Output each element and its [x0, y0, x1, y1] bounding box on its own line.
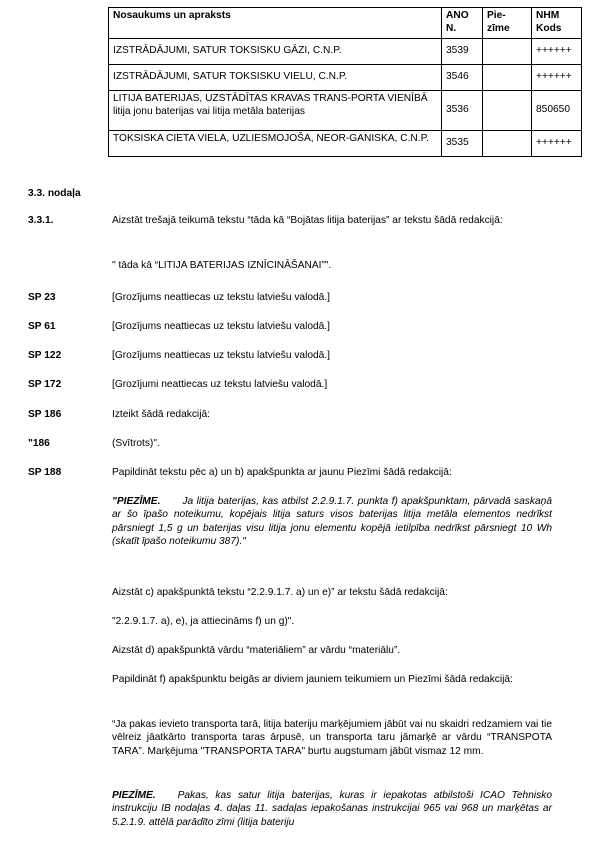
row-un-number: 3539: [442, 38, 483, 64]
row-note: [483, 90, 532, 130]
table-row: [109, 64, 582, 90]
row-hs-code: 850650: [532, 90, 582, 130]
row-note: [483, 64, 532, 90]
row-hs-code: ++++++: [532, 64, 582, 90]
row-name: TOKSISKA CIETA VIELA, UZLIESMOJOŠA, NEOR-GANISKA, C.N.P.: [109, 130, 442, 156]
header-note: Pie-zīme: [483, 8, 532, 39]
sp188-intro: Papildināt tekstu pēc a) un b) apakšpunkta ar jaunu Piezīmi šādā redakcijā:: [112, 467, 452, 478]
note-1-body: Ja litija baterijas, kas atbilst 2.2.9.1.7. punkta f) apakšpunktam, pārvadā saskaņā ar šo īpašo noteikumu, kopējais litija saturs visos baterijas litija metāla elementos nedrīkst pārsniegt 1,5 g un baterijas visu litija jonu elementu kopējā ietilpība nedrīkst pārsniegt 10 Wh (skatīt īpašo noteikumu 387).": [112, 496, 552, 547]
paragraph-3-3-1-text: Aizstāt trešajā teikumā tekstu “tāda kā “Bojātas litija baterijas” ar tekstu šādā redakcijā:: [112, 215, 503, 226]
header-un-number: ANO N.: [442, 8, 483, 39]
row-un-number: 3546: [442, 64, 483, 90]
sp188-add-f-quote: “Ja pakas ievieto transporta tarā, litija bateriju marķējumiem jābūt vai nu skaidri redzamiem vai tie vēlreiz jāatkārto transporta taras ārpusē, un transporta taru jāmarķē ar vārdu “TRANSPOTA TARA”. Marķējuma "TRANSPORTA TARA" burtu augstumam jābūt vismaz 12 mm.: [112, 719, 552, 757]
row-un-number: 3535: [442, 130, 483, 156]
sp61-text: [Grozījums neattiecas uz tekstu latviešu valodā.]: [112, 321, 331, 332]
sp23-label: SP 23: [28, 292, 56, 303]
sp186-text: Izteikt šādā redakcijā:: [112, 409, 210, 420]
sp188-note-2: [112, 789, 552, 829]
paragraph-3-3-1-quote: " tāda kā “LITIJA BATERIJAS IZNĪCINĀŠANAI”".: [112, 260, 332, 271]
header-name: Nosaukums un apraksts: [109, 8, 442, 39]
note-1-tag: "PIEZĪME.: [112, 496, 161, 507]
row-hs-code: ++++++: [532, 38, 582, 64]
sp188-replace-c-quote: "2.2.9.1.7. a), e), ja attiecināms f) un g)".: [112, 616, 295, 627]
row-name: IZSTRĀDĀJUMI, SATUR TOKSISKU VIELU, C.N.P.: [109, 64, 442, 90]
s186-text: (Svītrots)".: [112, 438, 160, 449]
table-header-row: [109, 8, 582, 39]
sp186-label: SP 186: [28, 409, 62, 420]
row-name: IZSTRĀDĀJUMI, SATUR TOKSISKU GĀZI, C.N.P.: [109, 38, 442, 64]
s186-label: "186: [28, 438, 50, 449]
sp188-replace-c: Aizstāt c) apakšpunktā tekstu “2.2.9.1.7. a) un e)” ar tekstu šādā redakcijā:: [112, 587, 448, 598]
row-note: [483, 130, 532, 156]
sp61-label: SP 61: [28, 321, 56, 332]
paragraph-label-3-3-1: 3.3.1.: [28, 215, 54, 226]
sp172-text: [Grozījumi neattiecas uz tekstu latviešu valodā.]: [112, 379, 328, 390]
row-hs-code: ++++++: [532, 130, 582, 156]
sp122-text: [Grozījums neattiecas uz tekstu latviešu valodā.]: [112, 350, 331, 361]
sp188-label: SP 188: [28, 467, 62, 478]
un-entries-table: [108, 7, 582, 157]
sp188-replace-d: Aizstāt d) apakšpunktā vārdu “materiāliem” ar vārdu “materiālu”.: [112, 645, 401, 656]
note-2-body: Pakas, kas satur litija baterijas, kuras ir iepakotas atbilstoši ICAO Tehnisko instrukciju IB nodaļas 4. daļas 11. sadaļas iepakošanas instrukcijai 965 vai 968 un marķētas ar 5.2.1.9. attēlā parādīto zīmi (litija bateriju: [112, 790, 552, 828]
sp188-note-1: [112, 495, 552, 548]
sp23-text: [Grozījums neattiecas uz tekstu latviešu valodā.]: [112, 292, 331, 303]
section-heading: 3.3. nodaļa: [28, 188, 81, 199]
table-row: [109, 90, 582, 130]
row-name: LITIJA BATERIJAS, UZSTĀDĪTAS KRAVAS TRANS-PORTA VIENĪBĀ litija jonu baterijas vai litija metāla baterijas: [109, 90, 442, 130]
sp122-label: SP 122: [28, 350, 62, 361]
header-hs-code: NHM Kods: [532, 8, 582, 39]
table-row: [109, 38, 582, 64]
row-note: [483, 38, 532, 64]
table-row: [109, 130, 582, 156]
note-2-tag: PIEZĪME.: [112, 790, 156, 801]
row-un-number: 3536: [442, 90, 483, 130]
sp172-label: SP 172: [28, 379, 62, 390]
sp188-add-f: Papildināt f) apakšpunktu beigās ar diviem jauniem teikumiem un Piezīmi šādā redakcijā:: [112, 674, 513, 685]
